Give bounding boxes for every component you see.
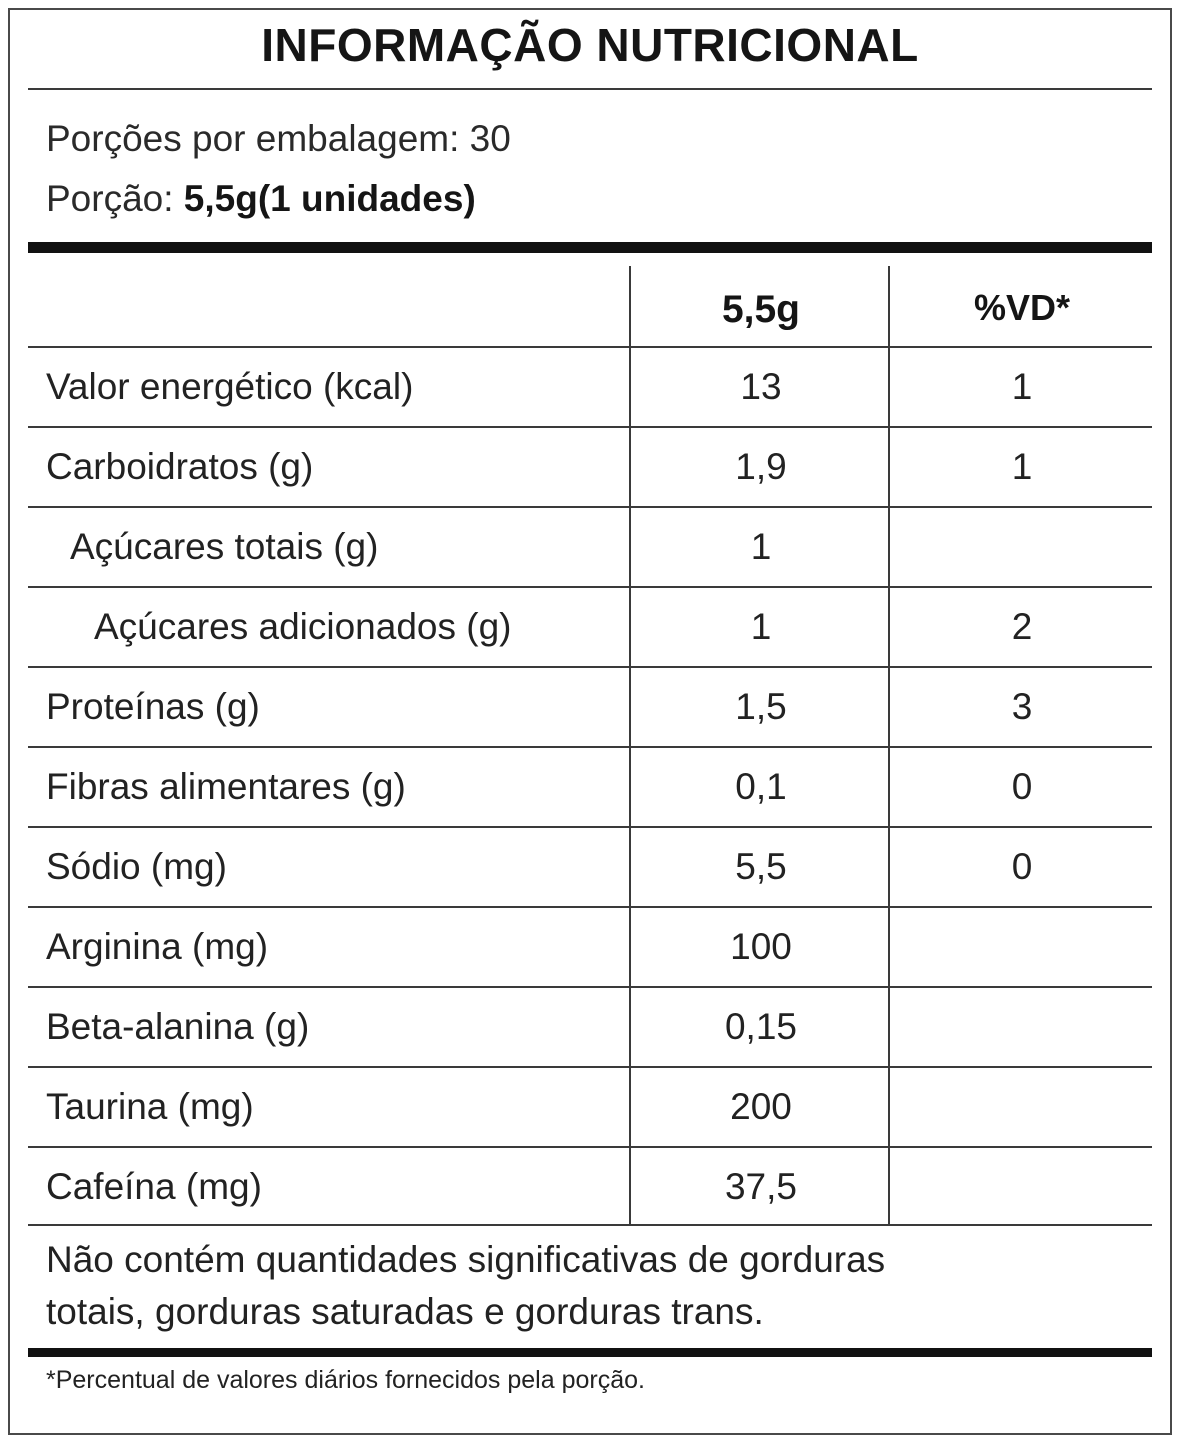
portion-units: (1 unidades) <box>257 178 476 219</box>
row-label-fiber: Fibras alimentares (g) <box>46 766 406 807</box>
row-divider <box>28 826 1152 828</box>
row-value-fiber: 0,1 <box>735 766 787 807</box>
row-vd-energy: 1 <box>1011 366 1033 407</box>
row-value-total-sugars: 1 <box>750 526 772 567</box>
row-divider <box>28 586 1152 588</box>
portion-value: 5,5g <box>183 178 258 219</box>
row-divider <box>28 906 1152 908</box>
header-vd: %VD* <box>973 287 1071 328</box>
row-divider <box>28 426 1152 428</box>
row-label-protein: Proteínas (g) <box>46 686 260 727</box>
row-divider <box>28 666 1152 668</box>
row-divider <box>28 746 1152 748</box>
thick-divider <box>28 1348 1152 1357</box>
row-label-sodium: Sódio (mg) <box>46 846 227 887</box>
row-vd-protein: 3 <box>1011 686 1033 727</box>
row-divider <box>28 346 1152 348</box>
daily-value-footnote: *Percentual de valores diários fornecidos pela porção. <box>46 1366 645 1394</box>
row-value-sodium: 5,5 <box>735 846 787 887</box>
row-label-caffeine: Cafeína (mg) <box>46 1166 262 1207</box>
row-divider <box>28 1224 1152 1226</box>
row-divider <box>28 1066 1152 1068</box>
row-value-caffeine: 37,5 <box>724 1166 797 1207</box>
row-value-carbs: 1,9 <box>735 446 787 487</box>
row-vd-added-sugars: 2 <box>1011 606 1033 647</box>
row-vd-carbs: 1 <box>1011 446 1033 487</box>
row-divider <box>28 986 1152 988</box>
row-value-arginine: 100 <box>730 926 792 967</box>
header-amount: 5,5g <box>721 288 801 331</box>
row-value-energy: 13 <box>740 366 782 407</box>
fat-note-line-1: Não contém quantidades significativas de gorduras <box>46 1239 886 1280</box>
row-vd-sodium: 0 <box>1011 846 1033 887</box>
row-value-beta-alanine: 0,15 <box>724 1006 797 1047</box>
portion-label: Porção: <box>46 178 174 219</box>
row-value-added-sugars: 1 <box>750 606 772 647</box>
column-divider <box>629 266 631 1224</box>
divider <box>28 88 1152 90</box>
row-vd-fiber: 0 <box>1011 766 1033 807</box>
row-divider <box>28 506 1152 508</box>
row-label-added-sugars: Açúcares adicionados (g) <box>94 606 512 647</box>
row-value-taurine: 200 <box>730 1086 792 1127</box>
row-label-beta-alanine: Beta-alanina (g) <box>46 1006 310 1047</box>
thick-divider <box>28 242 1152 253</box>
row-value-protein: 1,5 <box>735 686 787 727</box>
fat-note-line-2: totais, gorduras saturadas e gorduras trans. <box>46 1291 764 1332</box>
row-label-taurine: Taurina (mg) <box>46 1086 254 1127</box>
row-divider <box>28 1146 1152 1148</box>
row-label-carbs: Carboidratos (g) <box>46 446 314 487</box>
servings-per-package: Porções por embalagem: 30 <box>46 118 511 159</box>
row-label-total-sugars: Açúcares totais (g) <box>70 526 379 567</box>
row-label-arginine: Arginina (mg) <box>46 926 269 967</box>
portion-size <box>46 178 476 220</box>
row-label-energy: Valor energético (kcal) <box>46 366 414 407</box>
column-divider <box>888 266 890 1224</box>
label-title: INFORMAÇÃO NUTRICIONAL <box>261 19 919 71</box>
